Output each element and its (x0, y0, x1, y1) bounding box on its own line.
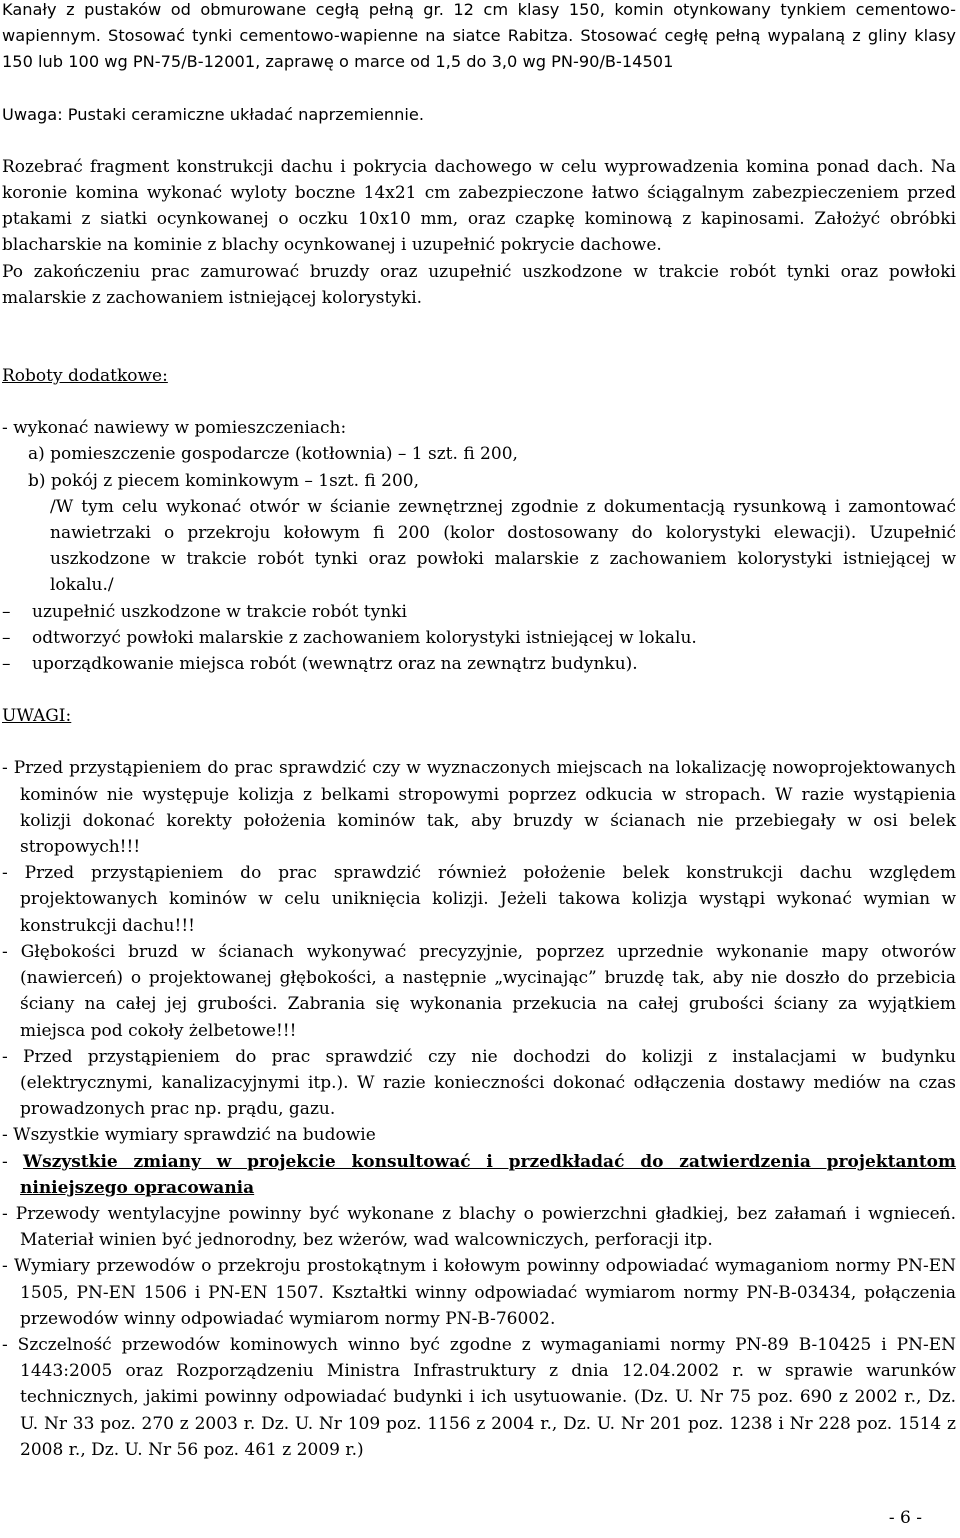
dash-marker: – (2, 601, 11, 622)
roboty-item-a: a) pomieszczenie gospodarcze (kotłownia) – 1 szt. fi 200, (28, 444, 518, 465)
bold-item-text: Wszystkie zmiany w projekcie konsultować i przedkładać do zatwierdzenia projektantom niniejszego opracowania (20, 1151, 956, 1198)
uwagi-item: - Przed przystąpieniem do prac sprawdzić czy nie dochodzi do kolizji z instalacjami w budynku (elektrycznymi, kanalizacyjnymi itp.). W razie konieczności dokonać odłączenia dostawy mediów na czas prowadzonych prac np. prądu, gazu. (2, 1046, 956, 1120)
roboty-dodatkowe-heading: Roboty dodatkowe: (2, 366, 168, 387)
uwagi-item: - Wszystkie wymiary sprawdzić na budowie (2, 1125, 376, 1146)
uwagi-item: - Głębokości bruzd w ścianach wykonywać precyzyjnie, poprzez uprzednie wykonanie mapy otworów (nawierceń) o projektowanej głębokości, a następnie „wycinając” bruzdę tak, aby nie doszło do przebicia ściany na całej jej grubości. Zabrania się wykonania przekucia na całej grubości ściany za wyjątkiem miejsca pod cokoły żelbetowe!!! (2, 941, 956, 1041)
document-page (2, 0, 956, 1463)
uwagi-item: - Wymiary przewodów o przekroju prostokątnym i kołowym powinny odpowiadać wymaganiom normy PN-EN 1505, PN-EN 1506 i PN-EN 1507. Kształtki winny odpowiadać wymiarom normy PN-B-03434, połączenia przewodów winny odpowiadać wymiarom normy PN-B-76002. (2, 1256, 956, 1329)
dash-item-text: uporządkowanie miejsca robót (wewnątrz oraz na zewnątrz budynku). (32, 654, 638, 675)
list-item (2, 625, 956, 651)
uwagi-heading: UWAGI: (2, 706, 72, 727)
page-number: - 6 - (888, 1508, 922, 1528)
bold-item-prefix: - (2, 1151, 24, 1172)
roboty-lead: - wykonać nawiewy w pomieszczeniach: (2, 418, 347, 439)
intro-paragraph-1: Kanały z pustaków od obmurowane cegłą pełną gr. 12 cm klasy 150, komin otynkowany tynkiem cementowo-wapiennym. Stosować tynki cementowo-wapienne na siatce Rabitza. Stosować cegłę pełną wypalaną z gliny klasy 150 lub 100 wg PN-75/B-12001, zaprawę o marce od 1,5 do 3,0 wg PN-90/B-14501 (2, 0, 956, 72)
uwagi-item: - Przed przystąpieniem do prac sprawdzić również położenie belek konstrukcji dachu względem projektowanych kominów w celu uniknięcia kolizji. Jeżeli takowa kolizja wystąpi wykonać wymian w konstrukcji dachu!!! (2, 863, 956, 936)
uwagi-item: - Przewody wentylacyjne powinny być wykonane z blachy o powierzchni gładkiej, bez załamań i wgnieceń. Materiał winien być jednorodny, bez wżerów, wad walcowniczych, perforacji itp. (2, 1203, 956, 1251)
dash-marker: – (2, 627, 11, 648)
roboty-note: /W tym celu wykonać otwór w ścianie zewnętrznej zgodnie z dokumentacją rysunkową i zamontować nawietrzaki o przekroju kołowym fi 200 (kolor dostosowany do kolorystyki elewacji). Uzupełnić uszkodzone w trakcie robót tynki oraz powłoki malarskie z zachowaniem kolorystyki istniejącej w lokalu./ (50, 496, 956, 596)
intro-paragraph-3: Po zakończeniu prac zamurować bruzdy oraz uzupełnić uszkodzone w trakcie robót tynki oraz powłoki malarskie z zachowaniem istniejącej kolorystyki. (2, 261, 956, 308)
list-item (2, 599, 956, 625)
roboty-item-b: b) pokój z piecem kominkowym – 1szt. fi 200, (28, 470, 419, 491)
uwaga-note: Uwaga: Pustaki ceramiczne układać naprzemiennie. (2, 104, 425, 124)
list-item (2, 651, 956, 677)
dash-item-text: uzupełnić uszkodzone w trakcie robót tynki (32, 601, 407, 622)
uwagi-item: - Szczelność przewodów kominowych winno być zgodne z wymaganiami normy PN-89 B-10425 i PN-EN 1443:2005 oraz Rozporządzeniu Ministra Infrastruktury z dnia 12.04.2002 r. w sprawie warunków technicznych, jakimi powinny odpowiadać budynki i ich usytuowanie. (Dz. U. Nr 75 poz. 690 z 2002 r., Dz. U. Nr 33 poz. 270 z 2003 r. Dz. U. Nr 109 poz. 1156 z 2004 r., Dz. U. Nr 201 poz. 1238 i Nr 228 poz. 1514 z 2008 r., Dz. U. Nr 56 poz. 461 z 2009 r.) (2, 1334, 956, 1460)
uwagi-item: - Przed przystąpieniem do prac sprawdzić czy w wyznaczonych miejscach na lokalizację nowoprojektowanych kominów nie występuje kolizja z belkami stropowymi poprzez odkucia w stropach. W razie wystąpienia kolizji dokonać korekty położenia kominów tak, aby bruzdy w ścianach nie przebiegały w osi belek stropowych!!! (2, 758, 956, 858)
intro-paragraph-2: Rozebrać fragment konstrukcji dachu i pokrycia dachowego w celu wyprowadzenia komina ponad dach. Na koronie komina wykonać wyloty boczne 14x21 cm zabezpieczone łatwo ściągalnym zabezpieczeniem przed ptakami z siatki ocynkowanej o oczku 10x10 mm, oraz czapkę kominową z kapinosami. Założyć obróbki blacharskie na kominie z blachy ocynkowanej i uzupełnić pokrycie dachowe. (2, 156, 956, 256)
uwagi-item-bold (2, 1149, 956, 1201)
dash-item-text: odtworzyć powłoki malarskie z zachowaniem kolorystyki istniejącej w lokalu. (32, 627, 697, 648)
dash-marker: – (2, 654, 11, 675)
